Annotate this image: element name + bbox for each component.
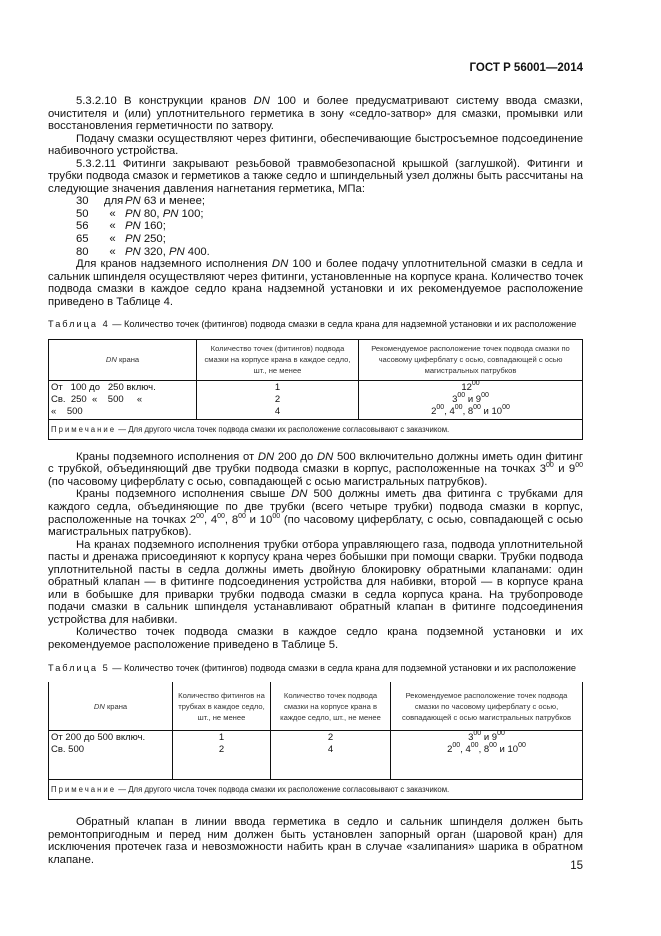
text-run: , 4: [460, 744, 471, 756]
table-note: Примечание — Для другого числа точек подвода смазки их расположение согласовывают с заказчиком.: [49, 419, 583, 439]
count-value: 1: [274, 381, 281, 393]
table-header-row: [49, 682, 583, 731]
position-value: [393, 744, 580, 756]
italic-text: PN: [168, 245, 185, 258]
text-run: 100 и более предусматривают систему ввода смазки, очистителя и (или) уплотнительного герметика в зону «седло-затвор» для смазки, промывки или восстановления герметичности по затвору.: [48, 95, 583, 133]
document-body: [48, 95, 583, 866]
pn-values: [121, 233, 166, 246]
text-run: , 4: [203, 513, 218, 526]
dn-value: Св. 250 « 500 «: [51, 393, 143, 405]
pressure-value: 65: [76, 233, 89, 246]
italic-text: PN: [125, 233, 141, 246]
text-run: Краны подземного исполнения свыше: [76, 488, 292, 501]
table-header-row: [49, 339, 583, 380]
pressure-value: 56: [76, 220, 89, 233]
header-cell: [173, 682, 271, 731]
text-run: , 4: [444, 405, 455, 417]
text-run: Количество фитингов на трубках в каждое седло, шт., не менее: [178, 690, 265, 722]
position-value: [361, 379, 580, 394]
superscript-text: 00: [575, 462, 583, 470]
text-run: (по часовому циферблату с осью, совпадающей с осью магистральных патрубков).: [48, 475, 488, 488]
text-run: Рекомендуемое расположение точек подвода смазки по часовому циферблату с осью, совпадающей с осью магистральных патрубков: [371, 344, 570, 376]
superscript-text: 00: [481, 391, 489, 399]
text-run: 5.3.2.11 Фитинги закрывают резьбовой травмобезопасной крышкой (заглушкой). Фитинги и трубки подвода смазок и герметиков а также седло и шпиндельный узел должны быть рассчитаны на следующие значения давления нагнетания герметика, МПа:: [48, 157, 583, 195]
italic-text: DN: [105, 355, 117, 365]
section-paragraphs: [48, 451, 583, 652]
text-run: 320,: [140, 245, 169, 258]
text-run: 63 и менее;: [140, 195, 205, 208]
paragraph: [48, 626, 583, 651]
dn-value: От 100 до 250 включ.: [51, 381, 156, 393]
paragraph: [48, 539, 583, 627]
text-run: Обратный клапан в линии ввода герметика в седло и сальник шпинделя должен быть ремонтопригодным и перед ним должен быть установлен запорный орган (шаровой кран) для исключения протечек газа и невозможности набить кран в случае «залипания» шарика в обратном клапане.: [48, 816, 583, 866]
superscript-text: 00: [436, 403, 445, 411]
paragraph: [48, 95, 583, 133]
superscript-text: 00: [454, 403, 463, 411]
header-cell: [271, 682, 391, 731]
header-cell: [49, 682, 173, 731]
superscript-text: 00: [518, 742, 526, 750]
pressure-value: 30: [76, 195, 89, 208]
paragraph: [48, 451, 583, 489]
fittings-value: 2: [218, 744, 225, 756]
table-5-caption: Таблица 5 — Количество точек (фитингов) подвода смазки в седла крана для подземной установки и их расположение: [48, 662, 577, 673]
text-run: 160;: [140, 220, 166, 233]
list-word: «: [109, 233, 116, 246]
count-value: 4: [327, 744, 334, 756]
superscript-text: 00: [489, 742, 497, 750]
section-paragraphs: [48, 95, 583, 195]
count-cell: [271, 731, 391, 758]
superscript-text: 00: [452, 742, 461, 750]
pressure-list-item: [48, 246, 583, 259]
position-value: [393, 732, 580, 744]
italic-text: DN: [271, 258, 289, 271]
document-header: ГОСТ Р 56001—2014: [469, 62, 583, 74]
italic-text: PN: [125, 195, 141, 208]
list-word: «: [109, 245, 116, 258]
text-run: Для кранов надземного исполнения: [76, 258, 272, 271]
list-word: «: [109, 220, 116, 233]
text-run: 500 включительно должны иметь один фитинг с трубкой, объединяющий две трубки подвода смазки в корпус, расположенные на точках 3: [48, 450, 584, 476]
superscript-text: 00: [497, 730, 505, 738]
text-run: 3: [468, 732, 474, 744]
dn-cell: [49, 380, 197, 419]
italic-text: PN: [162, 207, 179, 220]
count-cell: [197, 380, 359, 419]
pressure-list-item: [48, 208, 583, 221]
text-run: и 10: [496, 744, 519, 756]
dn-cell: [49, 731, 173, 758]
text-run: и 9: [465, 393, 482, 405]
superscript-text: 00: [473, 403, 481, 411]
table-note: Примечание — Для другого числа точек подвода смазки их расположение согласовывают с заказчиком.: [49, 780, 583, 800]
superscript-text: 00: [238, 512, 246, 520]
text-run: 250;: [140, 233, 166, 246]
text-run: , 8: [224, 513, 239, 526]
text-run: крана: [116, 355, 140, 365]
text-run: 2: [447, 744, 453, 756]
superscript-text: 00: [471, 379, 480, 387]
superscript-text: 00: [473, 730, 482, 738]
table-note-row: [49, 419, 583, 439]
list-word: «: [109, 207, 116, 220]
position-cell: [359, 380, 583, 419]
text-run: Рекомендуемое расположение точек подвода смазки по часовому циферблату с осью, совпадающей с осью магистральных патрубков: [401, 690, 572, 722]
italic-text: DN: [93, 701, 105, 711]
count-value: 2: [327, 732, 334, 744]
dn-value: « 500: [51, 405, 83, 417]
text-run: 100;: [178, 207, 204, 220]
text-run: 200 до: [274, 450, 317, 463]
pressure-value: 50: [76, 207, 89, 220]
pn-values: [121, 195, 205, 208]
text-run: На кранах подземного исполнения трубки отбора управляющего газа, подвода уплотнительной пасты и дренажа присоединяют к корпусу крана через бобышки при помощи сварки. Трубки подвода уплотнительной пасты в седла должны иметь двойную блокировку обратными клапанами: один обратный клапан — в фитинге подсоединения устройства для набивки, второй — в корпусе крана или в бобышке для приварки трубки подвода смазки в седла корпуса крана. На трубопроводе подачи смазки в сальник шпинделя устанавливают обратный клапан в фитинге подсоединения устройства для набивки.: [48, 538, 583, 626]
italic-text: DN: [316, 450, 334, 463]
position-value: [361, 391, 580, 406]
dn-value: Св. 500: [51, 744, 85, 756]
text-run: Количество точек подвода смазки на корпусе крана в каждое седло, шт., не менее: [280, 690, 381, 722]
pn-values: [121, 208, 204, 221]
superscript-text: 00: [272, 512, 281, 520]
text-run: Краны подземного исполнения от: [76, 450, 258, 463]
superscript-text: 00: [502, 403, 510, 411]
dn-value: От 200 до 500 включ.: [51, 732, 146, 744]
text-run: 400.: [184, 245, 210, 258]
page-number: 15: [570, 860, 583, 872]
superscript-text: 00: [470, 742, 479, 750]
paragraph: [48, 258, 583, 308]
italic-text: PN: [125, 245, 141, 258]
table-4-caption: Таблица 4 — Количество точек (фитингов) подвода смазки в седла крана для надземной установки и их расположение: [48, 319, 577, 330]
superscript-text: 00: [217, 512, 225, 520]
italic-text: DN: [257, 450, 275, 463]
pressure-value: 80: [76, 245, 89, 258]
table-5: [48, 682, 583, 800]
header-cell: [197, 339, 359, 380]
section-paragraphs: [48, 258, 583, 308]
position-value: [361, 403, 580, 418]
text-run: 500 должны иметь два фитинга с трубками для каждого седла, объединяющие по две трубки (всего четыре трубки) подвода смазки в корпус, расположенные на точках 2: [48, 488, 583, 526]
superscript-text: 00: [457, 391, 466, 399]
header-cell: [49, 339, 197, 380]
text-run: и 9: [553, 463, 576, 476]
text-run: и 9: [481, 732, 498, 744]
pressure-list-item: [48, 220, 583, 233]
text-run: 100 и более подачу уплотнительной смазки в седла и сальник шпинделя осуществляют через фитинги, установленные на корпусе крана. Количество точек подвода смазки в каждое седло крана надземной установки и их рекомендуемое расположение приведено в Таблице 4.: [48, 258, 583, 308]
text-run: , 8: [462, 405, 474, 417]
section-paragraphs: [48, 816, 583, 866]
pressure-list: [48, 195, 583, 258]
table-spacer-row: [49, 757, 583, 780]
pn-values: [121, 246, 210, 259]
header-cell: [391, 682, 583, 731]
table-row: [49, 731, 583, 758]
count-value: 4: [274, 405, 281, 417]
text-run: 3: [452, 393, 458, 405]
text-run: 80,: [140, 207, 163, 220]
text-run: и 10: [480, 405, 503, 417]
text-run: 12: [461, 381, 472, 393]
text-run: Количество точек подвода смазки в каждое седло крана подземной установки и их рекомендуемое расположение приведено в Таблице 5.: [48, 626, 583, 651]
italic-text: PN: [125, 220, 141, 233]
superscript-text: 00: [196, 512, 204, 520]
text-run: Количество точек (фитингов) подвода смазки на корпусе крана в каждое седло, шт., не менее: [204, 344, 351, 376]
text-run: 5.3.2.10 В конструкции кранов: [76, 95, 254, 107]
italic-text: PN: [125, 207, 141, 220]
pressure-list-item: [48, 195, 583, 208]
superscript-text: 00: [546, 462, 554, 470]
table-row: [49, 380, 583, 419]
text-run: , 8: [478, 744, 490, 756]
text-run: и 10: [245, 513, 273, 526]
fittings-value: 1: [218, 732, 225, 744]
italic-text: DN: [291, 488, 308, 501]
table-4: [48, 339, 583, 440]
pn-values: [121, 220, 166, 233]
list-word: для: [104, 195, 124, 208]
text-run: Подачу смазки осуществляют через фитинги, обеспечивающие быстросъемное подсоединение набивочного устройства.: [48, 132, 583, 158]
position-cell: [391, 731, 583, 758]
paragraph: [48, 158, 583, 196]
paragraph: [48, 816, 583, 866]
count-value: 2: [274, 393, 281, 405]
italic-text: DN: [253, 95, 270, 107]
pressure-list-item: [48, 233, 583, 246]
text-run: крана: [104, 701, 128, 711]
fittings-cell: [173, 731, 271, 758]
paragraph: [48, 133, 583, 158]
table-note-row: [49, 780, 583, 800]
text-run: (по часовому циферблату, с осью, совпадающей с осью магистральных патрубков).: [48, 513, 584, 539]
paragraph: [48, 488, 583, 538]
header-cell: [359, 339, 583, 380]
text-run: 2: [431, 405, 437, 417]
